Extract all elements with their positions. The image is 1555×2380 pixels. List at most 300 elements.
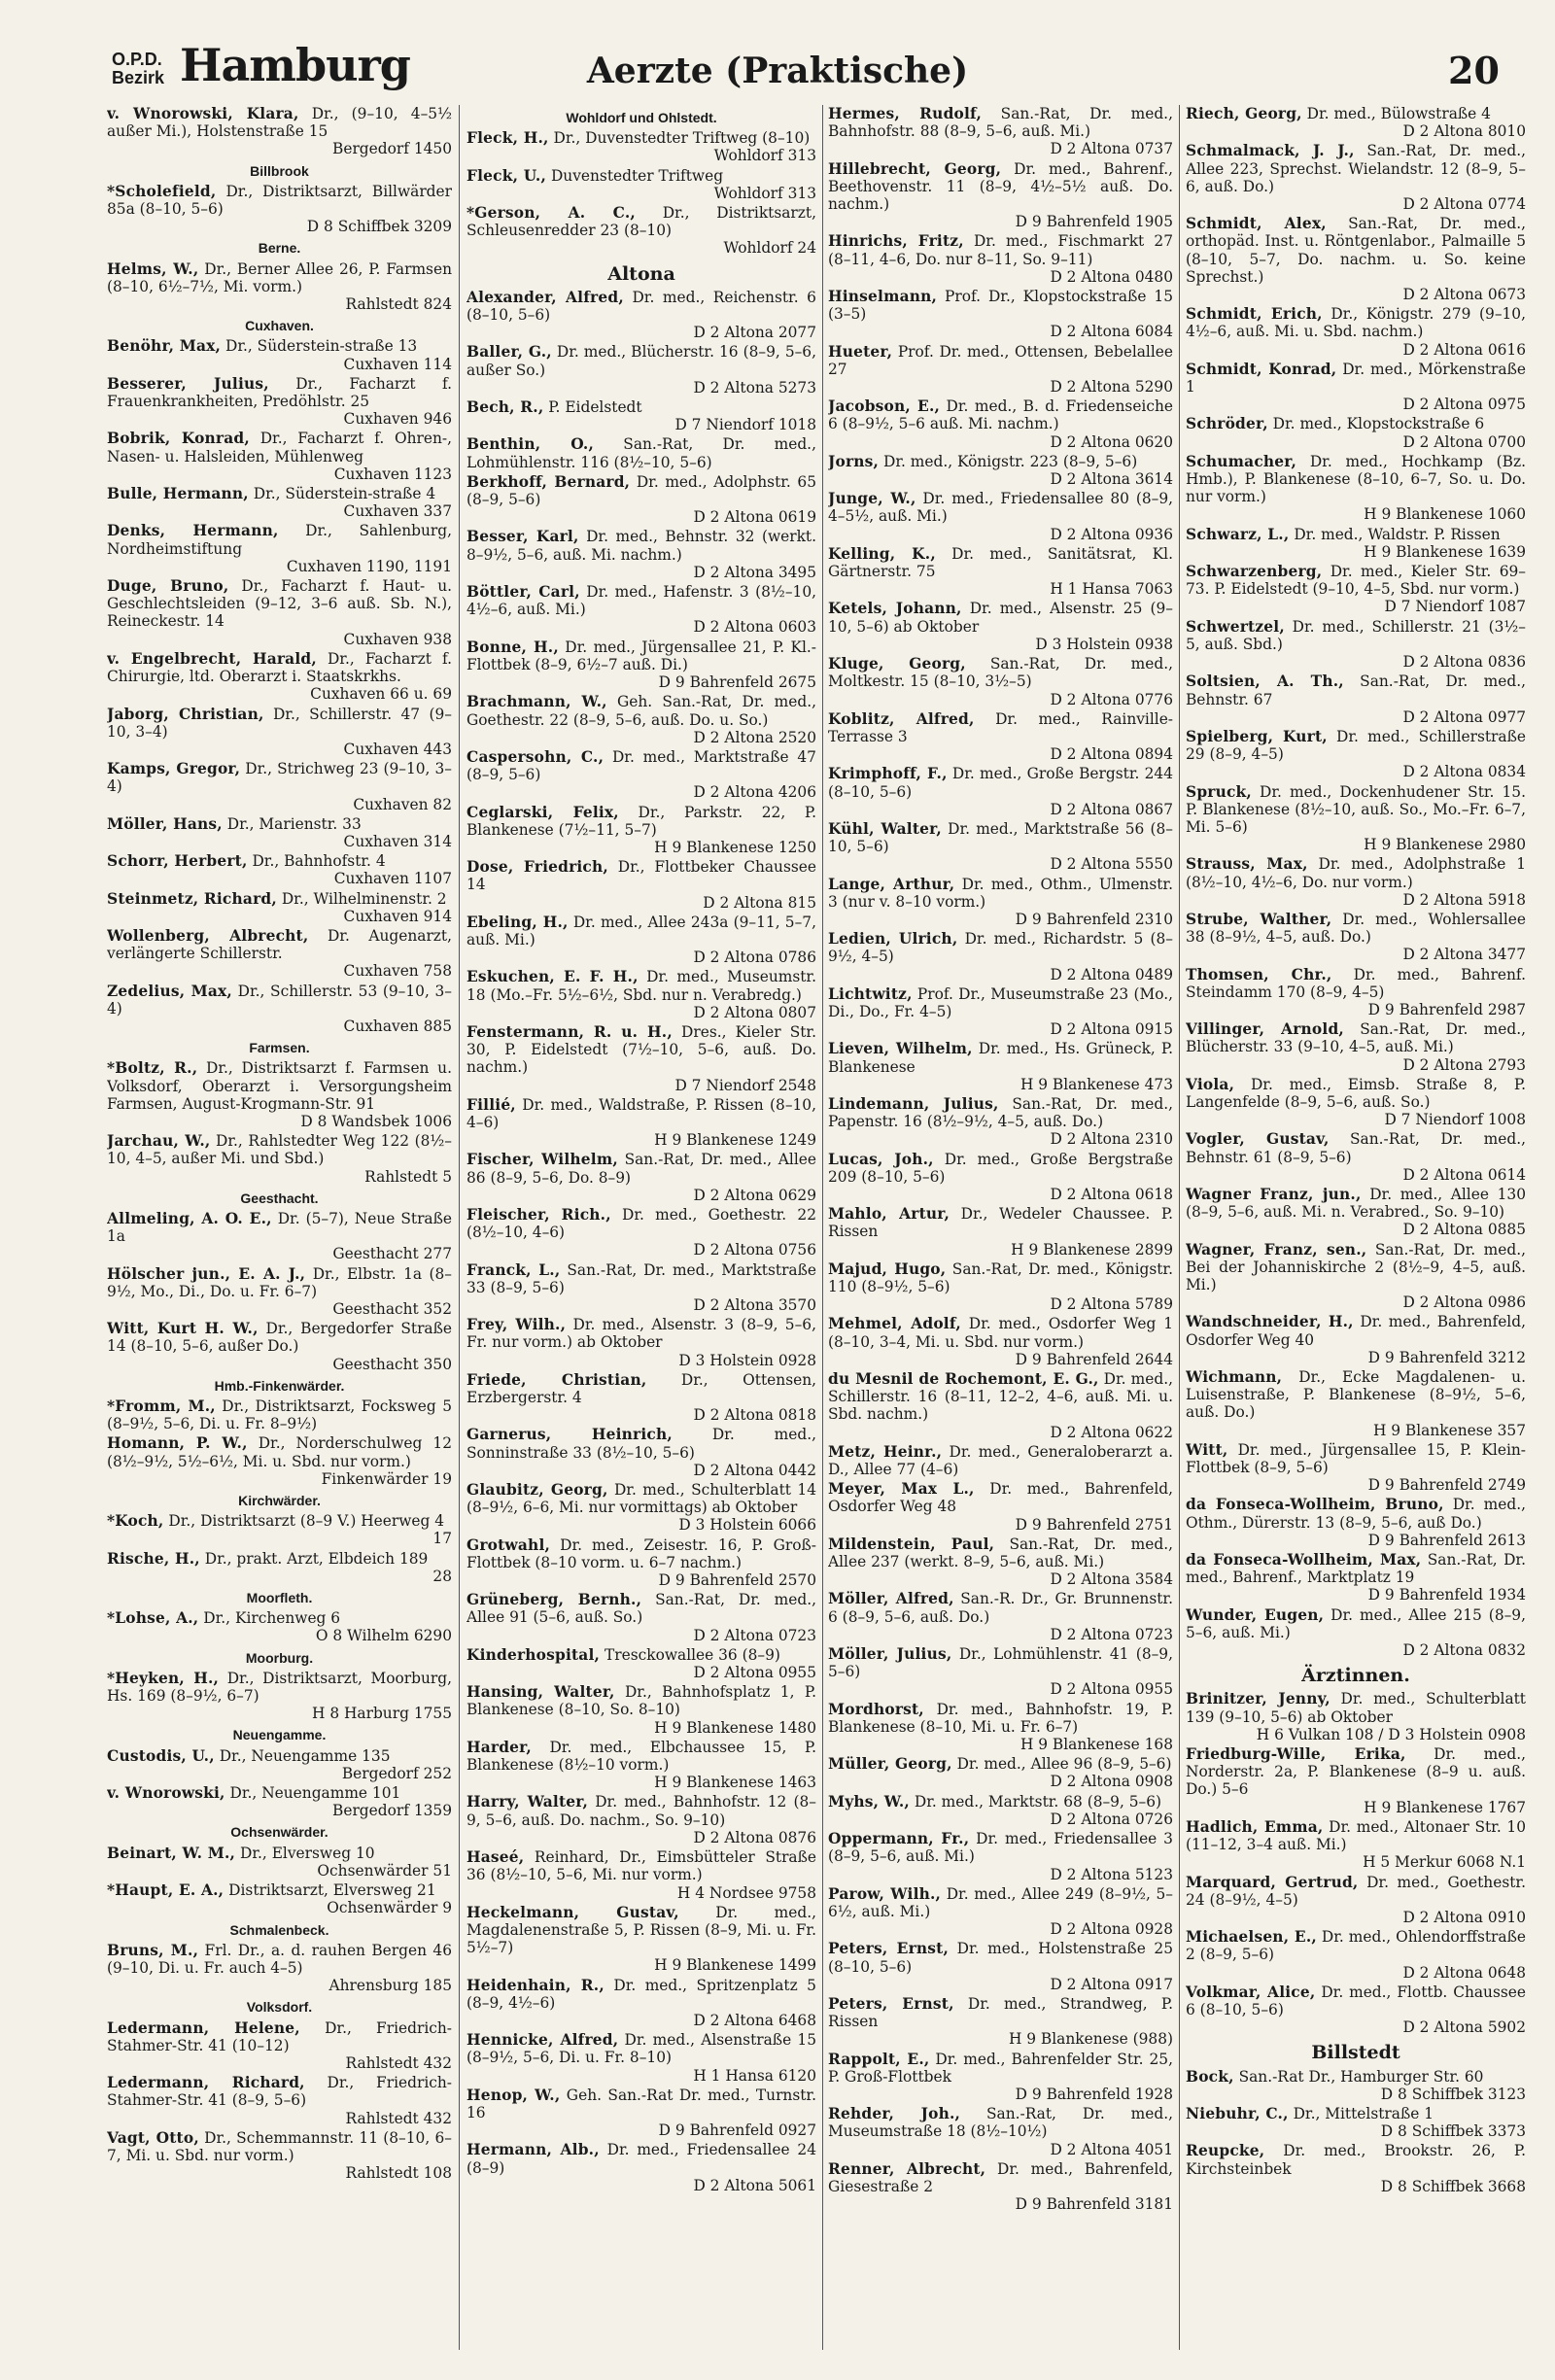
telephone-number: D 3 Holstein 0938 bbox=[1035, 635, 1173, 653]
physician-name: Majud, Hugo, bbox=[828, 1259, 947, 1278]
telephone-number: D 2 Altona 0737 bbox=[1050, 140, 1173, 158]
entry-details: Dr. med., Bahnhofstr. 19, P. Blankenese (8–10, Mi. u. Fr. 6–7) bbox=[828, 1700, 1173, 1736]
entry-details: San.-Rat, Dr. med., Behnstr. 61 (8–9, 5–6) bbox=[1186, 1130, 1526, 1166]
physician-name: Michaelsen, E., bbox=[1186, 1928, 1317, 1947]
physician-name: Marquard, Gertrud, bbox=[1186, 1873, 1359, 1891]
entry-details: Dr. med., B. d. Friedenseiche 6 (8–9½, 5–6 auß. Mi. nachm.) bbox=[828, 397, 1173, 433]
physician-name: Möller, Hans, bbox=[107, 814, 223, 833]
directory-entry bbox=[466, 204, 816, 258]
entry-details: Tresckowallee 36 (8–9) bbox=[605, 1645, 780, 1664]
telephone-number: Cuxhaven 914 bbox=[343, 907, 452, 925]
entry-details: Dr., Elbstr. 1a (8–9½, Mo., Di., Do. u. Fr. 6–7) bbox=[107, 1264, 452, 1300]
entry-details: San.-Rat, Dr. med., Museumstraße 18 (8½–10½) bbox=[828, 2105, 1173, 2141]
directory-entry bbox=[466, 1371, 816, 1425]
directory-entry bbox=[828, 1315, 1173, 1368]
telephone-number: D 2 Altona 0894 bbox=[1050, 745, 1173, 764]
physician-name: Krimphoff, F., bbox=[828, 765, 948, 783]
telephone-number: Wohldorf 313 bbox=[713, 147, 816, 165]
entry-details: Dr. med., Elbchaussee 15, P. Blankenese (8½–10 vorm.) bbox=[466, 1738, 816, 1775]
telephone-number: D 2 Altona 0776 bbox=[1050, 690, 1173, 708]
directory-entry bbox=[107, 706, 452, 759]
directory-entry bbox=[828, 1995, 1173, 2049]
physician-name: Hermes, Rudolf, bbox=[828, 105, 983, 122]
entry-details: Dr. med., Friedensallee 80 (8–9, 4–5½, auß. Mi.) bbox=[828, 490, 1173, 526]
entry-details: Dr., Facharzt f. Chirurgie, ltd. Oberarzt i. Staatskrkhs. bbox=[107, 649, 452, 686]
telephone-number: Cuxhaven 938 bbox=[343, 630, 452, 648]
directory-entry bbox=[466, 1977, 816, 2030]
directory-entry bbox=[107, 1747, 452, 1782]
telephone-number: H 9 Blankenese 1060 bbox=[1364, 505, 1526, 524]
telephone-number: Wohldorf 313 bbox=[713, 184, 816, 202]
physician-name: Viola, bbox=[1186, 1075, 1235, 1093]
entry-details: Prof. Dr., Museumstraße 23 (Mo., Di., Do., Fr. 4–5) bbox=[828, 984, 1173, 1020]
directory-entry bbox=[1186, 1690, 1526, 1743]
entry-details: Dr., Friedrich-Stahmer-Str. 41 (10–12) bbox=[107, 2018, 452, 2054]
entry-details: Geh. San.-Rat, Dr. med., Goethestr. 22 (8–9, 5–6, auß. Do. u. So.) bbox=[466, 693, 816, 729]
telephone-number: H 5 Merkur 6068 N.1 bbox=[1363, 1853, 1526, 1872]
telephone-number: Wohldorf 24 bbox=[723, 239, 816, 258]
physician-name: Witt, Kurt H. W., bbox=[107, 1320, 259, 1338]
entry-details: Dr., Strichweg 23 (9–10, 3–4) bbox=[107, 760, 452, 796]
physician-name: Bech, R., bbox=[466, 398, 544, 417]
telephone-number: D 2 Altona 0442 bbox=[693, 1461, 816, 1479]
directory-entry bbox=[107, 1784, 452, 1819]
directory-entry bbox=[466, 435, 816, 470]
physician-name: Hillebrecht, Georg, bbox=[828, 159, 1002, 178]
directory-entry bbox=[1186, 305, 1526, 359]
telephone-number: D 2 Altona 0818 bbox=[693, 1406, 816, 1425]
entry-details: Dr. med., Friedensallee 3 (8–9, 5–6, auß. Mi.) bbox=[828, 1830, 1173, 1866]
physician-name: Koblitz, Alfred, bbox=[828, 709, 975, 728]
physician-name: da Fonseca-Wollheim, Bruno, bbox=[1186, 1496, 1444, 1514]
telephone-number: D 2 Altona 0876 bbox=[693, 1828, 816, 1846]
directory-entry bbox=[107, 1210, 452, 1263]
telephone-number: D 2 Altona 4051 bbox=[1050, 2140, 1173, 2158]
directory-entry bbox=[107, 760, 452, 813]
telephone-number: D 2 Altona 815 bbox=[703, 893, 816, 912]
physician-name: Zedelius, Max, bbox=[107, 982, 232, 1000]
entry-details: Dr. med., Holstenstraße 25 (8–10, 5–6) bbox=[828, 1940, 1173, 1976]
physician-name: Bobrik, Konrad, bbox=[107, 430, 250, 448]
entry-details: Dr. med., Friedensallee 24 (8–9) bbox=[466, 2141, 816, 2177]
directory-entry bbox=[828, 1040, 1173, 1093]
physician-name: Möller, Julius, bbox=[828, 1645, 952, 1664]
telephone-number: D 2 Altona 0975 bbox=[1402, 396, 1526, 414]
district-heading: Ärztinnen. bbox=[1301, 1665, 1410, 1687]
entry-details: Dr., Facharzt f. Frauenkrankheiten, Predöhlstr. 25 bbox=[107, 374, 452, 411]
directory-entry bbox=[828, 1793, 1173, 1828]
physician-name: Reupcke, bbox=[1186, 2142, 1265, 2160]
directory-entry bbox=[828, 1830, 1173, 1883]
directory-entry bbox=[828, 490, 1173, 543]
physician-name: Hadlich, Emma, bbox=[1186, 1817, 1324, 1836]
telephone-number: D 2 Altona 0836 bbox=[1402, 653, 1526, 672]
entry-details: Dr. med., Königstr. 223 (8–9, 5–6) bbox=[882, 452, 1138, 470]
directory-entry bbox=[466, 1206, 816, 1259]
entry-details: Dr. med., Flottb. Chaussee 6 (8–10, 5–6) bbox=[1186, 1983, 1526, 2018]
entry-details: Dr. med., Richardstr. 5 (8–9½, 4–5) bbox=[828, 930, 1173, 966]
entry-details: San.-Rat, Dr. med., Königstr. 110 (8–9½, 5–6) bbox=[828, 1259, 1173, 1295]
telephone-number: Cuxhaven 758 bbox=[343, 962, 452, 981]
telephone-number: D 2 Altona 0723 bbox=[693, 1626, 816, 1644]
directory-entry bbox=[1186, 1745, 1526, 1816]
column-rule bbox=[1179, 105, 1180, 2350]
entry-details: Dr. med., Alsenstraße 15 (8–9½, 5–6, Di. u. Fr. 8–10) bbox=[466, 2031, 816, 2067]
physician-name: Jaborg, Christian, bbox=[107, 705, 264, 723]
entry-details: Dr. med., Allee 96 (8–9, 5–6) bbox=[956, 1755, 1172, 1774]
physician-name: Hueter, bbox=[828, 342, 893, 361]
entry-details: Dr. med., Museumstr. 18 (Mo.–Fr. 5½–6½, Sbd. nur n. Verabredg.) bbox=[466, 968, 816, 1004]
directory-entry bbox=[107, 1881, 452, 1916]
telephone-number: D 2 Altona 0955 bbox=[1050, 1680, 1173, 1699]
telephone-number: D 9 Bahrenfeld 3212 bbox=[1367, 1348, 1526, 1366]
physician-name: Spielberg, Kurt, bbox=[1186, 727, 1328, 745]
physician-name: Garnerus, Heinrich, bbox=[466, 1426, 673, 1444]
physician-name: Brinitzer, Jenny, bbox=[1186, 1690, 1330, 1708]
telephone-number: H 9 Blankenese 168 bbox=[1019, 1736, 1173, 1754]
entry-details: Dr. med., Allee 243a (9–11, 5–7, auß. Mi.) bbox=[466, 913, 816, 949]
telephone-number: D 3 Holstein 0928 bbox=[678, 1351, 816, 1369]
physician-name: Ledien, Ulrich, bbox=[828, 930, 958, 949]
telephone-number: D 7 Niendorf 1087 bbox=[1384, 598, 1526, 616]
directory-entry bbox=[828, 876, 1173, 929]
physician-name: Schorr, Herbert, bbox=[107, 852, 248, 871]
physician-name: Allmeling, A. O. E., bbox=[107, 1209, 272, 1227]
directory-entry bbox=[828, 1370, 1173, 1441]
directory-entry bbox=[107, 1550, 452, 1585]
directory-entry bbox=[107, 1132, 452, 1186]
telephone-number: D 9 Bahrenfeld 2675 bbox=[658, 673, 816, 692]
entry-details: Dr. med., Othm., Ulmenstr. 3 (nur v. 8–10 vorm.) bbox=[828, 875, 1173, 911]
entry-details: Dr. Augenarzt, verlängerte Schillerstr. bbox=[107, 926, 452, 963]
telephone-number: D 2 Altona 5789 bbox=[1050, 1295, 1173, 1314]
directory-entry bbox=[466, 693, 816, 746]
directory-entry bbox=[1186, 1241, 1526, 1312]
entry-details: Dr., Mittelstraße 1 bbox=[1293, 2104, 1434, 2122]
physician-name: Metz, Heinr., bbox=[828, 1442, 943, 1461]
directory-entry bbox=[107, 650, 452, 704]
entry-details: Dr., Distriktsarzt, Billwärder 85a (8–10, 5–6) bbox=[107, 182, 452, 219]
directory-entry bbox=[828, 2105, 1173, 2158]
directory-entry bbox=[107, 577, 452, 648]
directory-entry bbox=[107, 522, 452, 575]
entry-details: Dr. med., Hochkamp (Bz. Hmb.), P. Blankenese (8–10, 6–7, So. u. Do. nur vorm.) bbox=[1186, 452, 1526, 506]
directory-entry bbox=[1186, 728, 1526, 781]
physician-name: Lichtwitz, bbox=[828, 984, 913, 1003]
entry-details: Dr. med., Schillerstr. 21 (3½–5, auß. Sbd.) bbox=[1186, 617, 1526, 653]
directory-entry bbox=[466, 1023, 816, 1094]
directory-entry bbox=[466, 914, 816, 967]
directory-entry bbox=[466, 1646, 816, 1681]
directory-entry bbox=[1186, 105, 1526, 140]
physician-name: Besserer, Julius, bbox=[107, 374, 269, 393]
physician-name: Besser, Karl, bbox=[466, 528, 579, 546]
telephone-number: D 2 Altona 5918 bbox=[1402, 890, 1526, 909]
section-heading: Farmsen. bbox=[249, 1040, 310, 1056]
physician-name: Custodis, U., bbox=[107, 1746, 215, 1765]
entry-details: Dr., Lohmühlenstr. 41 (8–9, 5–6) bbox=[828, 1645, 1173, 1681]
physician-name: Duge, Bruno, bbox=[107, 577, 229, 596]
physician-name: Schmidt, Alex, bbox=[1186, 215, 1327, 233]
telephone-number: H 9 Blankenese 2980 bbox=[1364, 836, 1526, 854]
entry-details: Dr. med., Generaloberarzt a. D., Allee 77 (4–6) bbox=[828, 1442, 1173, 1479]
entry-details: Dr., Distriktsarzt, Schleusenredder 23 (8–10) bbox=[466, 204, 816, 240]
directory-entry bbox=[828, 1535, 1173, 1589]
physician-name: Volkmar, Alice, bbox=[1186, 1983, 1316, 2001]
telephone-number: Rahlstedt 5 bbox=[364, 1167, 452, 1186]
entry-details: Prof. Dr., Klopstockstraße 15 (3–5) bbox=[828, 288, 1173, 324]
directory-entry bbox=[828, 232, 1173, 286]
directory-entry bbox=[466, 1151, 816, 1204]
city-name: Hamburg bbox=[180, 39, 410, 91]
entry-details: Dr. med., Osdorfer Weg 1 (8–10, 3–4, Mi. u. Sbd. nur vorm.) bbox=[828, 1315, 1173, 1351]
physician-name: Schmidt, Erich, bbox=[1186, 305, 1323, 324]
telephone-number: D 2 Altona 6468 bbox=[693, 2011, 816, 2029]
physician-name: Kühl, Walter, bbox=[828, 819, 942, 838]
directory-entry bbox=[1186, 2068, 1526, 2103]
telephone-number: D 2 Altona 0700 bbox=[1402, 432, 1526, 451]
physician-name: Bonne, H., bbox=[466, 638, 559, 656]
entry-details: Dr. med., Adolphstr. 65 (8–9, 5–6) bbox=[466, 472, 816, 509]
directory-entry bbox=[107, 337, 452, 372]
telephone-number: D 9 Bahrenfeld 2570 bbox=[658, 1571, 816, 1590]
directory-entry bbox=[107, 1265, 452, 1319]
directory-entry bbox=[107, 815, 452, 850]
entry-details: Dr. med., Bahrenfeld, Osdorfer Weg 48 bbox=[828, 1480, 1173, 1516]
directory-entry bbox=[466, 1904, 816, 1975]
column-3 bbox=[828, 105, 1173, 2350]
entry-details: San.-Rat, Dr. med., Bahrenf., Marktplatz 19 bbox=[1186, 1551, 1526, 1587]
telephone-number: Geesthacht 352 bbox=[332, 1300, 452, 1318]
telephone-number: D 2 Altona 0723 bbox=[1050, 1625, 1173, 1643]
directory-entry bbox=[466, 1848, 816, 1902]
physician-name: Wagner, Franz, sen., bbox=[1186, 1240, 1367, 1259]
telephone-number: D 8 Schiffbek 3373 bbox=[1380, 2122, 1526, 2141]
entry-details: Dr., Distriktsarzt, Moorburg, Hs. 169 (8–9½, 6–7) bbox=[107, 1669, 452, 1706]
entry-details: Dr., Distriktsarzt (8–9 V.) Heerweg 4 bbox=[168, 1512, 445, 1531]
district-heading: Billstedt bbox=[1311, 2042, 1400, 2064]
physician-name: Eskuchen, E. F. H., bbox=[466, 968, 639, 986]
physician-name: Villinger, Arnold, bbox=[1186, 1020, 1344, 1039]
entry-details: Dr. med., Alsenstr. 25 (9–10, 5–6) ab Oktober bbox=[828, 600, 1173, 636]
directory-entry bbox=[1186, 2105, 1526, 2140]
physician-name: Lieven, Wilhelm, bbox=[828, 1040, 973, 1058]
physician-name: *Scholefield, bbox=[107, 182, 217, 200]
telephone-number: D 2 Altona 0673 bbox=[1402, 286, 1526, 304]
entry-details: Dr., Schillerstr. 47 (9–10, 3–4) bbox=[107, 705, 452, 741]
entry-details: Dr. med., Goethestr. 24 (8–9½, 4–5) bbox=[1186, 1873, 1526, 1909]
telephone-number: D 2 Altona 0648 bbox=[1402, 1963, 1526, 1982]
telephone-number: D 8 Schiffbek 3123 bbox=[1380, 2085, 1526, 2103]
section-heading: Moorfleth. bbox=[246, 1590, 313, 1606]
telephone-number: D 8 Schiffbek 3209 bbox=[306, 218, 452, 236]
directory-entry bbox=[1186, 1441, 1526, 1495]
physician-name: Lange, Arthur, bbox=[828, 875, 955, 893]
physician-name: Kamps, Gregor, bbox=[107, 760, 241, 778]
entry-details: Dr. med., Allee 215 (8–9, 5–6, auß. Mi.) bbox=[1186, 1605, 1526, 1641]
telephone-number: D 2 Altona 0756 bbox=[693, 1241, 816, 1259]
telephone-number: D 2 Altona 0480 bbox=[1050, 267, 1173, 286]
telephone-number: Cuxhaven 946 bbox=[343, 410, 452, 429]
telephone-number: D 2 Altona 5550 bbox=[1050, 855, 1173, 874]
entry-details: Dres., Kieler Str. 30, P. Eidelstedt (7½–10, 5–6, auß. Do. nachm.) bbox=[466, 1022, 816, 1077]
physician-name: Strube, Walther, bbox=[1186, 910, 1332, 928]
physician-name: Strauss, Max, bbox=[1186, 855, 1308, 874]
directory-entry bbox=[466, 1096, 816, 1150]
directory-entry bbox=[466, 398, 816, 433]
entry-details: San.-Rat, Dr. med., Marktstraße 33 (8–9, 5–6) bbox=[466, 1260, 816, 1296]
telephone-number: H 9 Blankenese 473 bbox=[1019, 1075, 1173, 1093]
telephone-number: D 2 Altona 0917 bbox=[1050, 1975, 1173, 1993]
physician-name: Mildenstein, Paul, bbox=[828, 1535, 995, 1553]
telephone-number: D 3 Holstein 6066 bbox=[678, 1516, 816, 1535]
telephone-number: D 2 Altona 4206 bbox=[693, 783, 816, 802]
telephone-number: H 8 Harburg 1755 bbox=[312, 1705, 452, 1723]
directory-entry bbox=[828, 105, 1173, 158]
telephone-number: Cuxhaven 885 bbox=[343, 1017, 452, 1035]
physician-name: Harder, bbox=[466, 1738, 532, 1756]
entry-details: Dr. med., Hs. Grüneck, P. Blankenese bbox=[828, 1040, 1173, 1076]
physician-name: Hermann, Alb., bbox=[466, 2141, 600, 2159]
directory-entry bbox=[466, 1481, 816, 1535]
opd-label: O.P.D. bbox=[112, 50, 162, 69]
directory-entry bbox=[107, 1512, 452, 1547]
directory-entry bbox=[828, 397, 1173, 451]
directory-entry bbox=[1186, 1313, 1526, 1366]
entry-details: Dr. med., Bahrenf., Beethovenstr. 11 (8–9, 4½–5½ auß. Do. nachm.) bbox=[828, 159, 1173, 214]
directory-entry bbox=[466, 638, 816, 692]
telephone-number: H 9 Blankenese 1480 bbox=[654, 1718, 816, 1737]
telephone-number: D 2 Altona 3614 bbox=[1050, 470, 1173, 489]
physician-name: Junge, W., bbox=[828, 490, 916, 508]
telephone-number: Ochsenwärder 9 bbox=[327, 1899, 452, 1917]
entry-details: Dr., Rahlstedter Weg 122 (8½–10, 4–5, außer Mi. und Sbd.) bbox=[107, 1132, 452, 1168]
entry-details: Dr. med., Eimsb. Straße 8, P. Langenfelde (8–9, 5–6, auß. So.) bbox=[1186, 1075, 1526, 1111]
entry-details: Dr. med., Marktstraße 47 (8–9, 5–6) bbox=[466, 747, 816, 784]
entry-details: Dr., Duvenstedter Triftweg (8–10) bbox=[553, 129, 811, 148]
physician-name: Ledermann, Richard, bbox=[107, 2074, 305, 2092]
physician-name: Henop, W., bbox=[466, 2086, 561, 2104]
directory-entry bbox=[466, 129, 816, 164]
entry-details: Dr., Distriktsarzt, Focksweg 5 (8–9½, 5–6, Di. u. Fr. 8–9½) bbox=[107, 1397, 452, 1433]
entry-details: Dr. med., Rainville-Terrasse 3 bbox=[828, 709, 1173, 745]
physician-name: Benthin, O., bbox=[466, 435, 595, 454]
directory-entry bbox=[1186, 361, 1526, 414]
directory-entry bbox=[1186, 1368, 1526, 1439]
physician-name: Rappolt, E., bbox=[828, 2050, 930, 2068]
directory-entry bbox=[828, 343, 1173, 397]
telephone-number: Ahrensburg 185 bbox=[328, 1977, 452, 1995]
telephone-number: Ochsenwärder 51 bbox=[317, 1861, 452, 1880]
telephone-number: Finkenwärder 19 bbox=[321, 1469, 452, 1488]
physician-name: Müller, Georg, bbox=[828, 1755, 952, 1774]
entry-details: Dr. med., Waldstr. P. Rissen bbox=[1294, 525, 1501, 543]
telephone-number: D 9 Bahrenfeld 2613 bbox=[1367, 1531, 1526, 1549]
directory-entry bbox=[466, 473, 816, 527]
telephone-number: D 2 Altona 0977 bbox=[1402, 707, 1526, 726]
entry-details: Dr. med., Reichenstr. 6 (8–10, 5–6) bbox=[466, 288, 816, 325]
physician-name: Wollenberg, Albrecht, bbox=[107, 926, 309, 945]
telephone-number: D 9 Bahrenfeld 3181 bbox=[1015, 2195, 1173, 2214]
entry-details: Dr., Wedeler Chaussee. P. Rissen bbox=[828, 1205, 1173, 1241]
telephone-number: D 9 Bahrenfeld 1905 bbox=[1015, 213, 1173, 231]
entry-details: Dr. med., Schillerstraße 29 (8–9, 4–5) bbox=[1186, 727, 1526, 764]
directory-entry bbox=[828, 545, 1173, 599]
entry-details: Dr. med., Hafenstr. 3 (8½–10, 4½–6, auß. Mi.) bbox=[466, 583, 816, 619]
telephone-number: D 2 Altona 2310 bbox=[1050, 1130, 1173, 1149]
physician-name: Lindemann, Julius, bbox=[828, 1094, 999, 1113]
directory-entry bbox=[466, 2087, 816, 2140]
physician-name: Benöhr, Max, bbox=[107, 337, 222, 356]
entry-details: Dr. med., Ohlendorffstraße 2 (8–9, 5–6) bbox=[1186, 1928, 1526, 1964]
entry-details: Dr., Süderstein-straße 13 bbox=[225, 337, 418, 356]
directory-entry bbox=[107, 1434, 452, 1488]
page-header bbox=[0, 0, 1555, 97]
telephone-number: H 9 Blankenese 2899 bbox=[1011, 1240, 1173, 1259]
entry-details: Dr. med., Große Bergstraße 209 (8–10, 5–6) bbox=[828, 1150, 1173, 1186]
telephone-number: D 8 Wandsbek 1006 bbox=[300, 1112, 452, 1130]
directory-entry bbox=[466, 289, 816, 342]
physician-name: Glaubitz, Georg, bbox=[466, 1481, 608, 1500]
directory-entry bbox=[107, 1059, 452, 1130]
directory-entry bbox=[1186, 563, 1526, 616]
physician-name: Oppermann, Fr., bbox=[828, 1830, 970, 1848]
entry-details: Dr. med., Bahrenfelder Str. 25, P. Groß-Flottbek bbox=[828, 2050, 1173, 2086]
entry-details: Dr., (9–10, 4–5½ außer Mi.), Holstenstraße 15 bbox=[107, 105, 452, 141]
physician-name: Helms, W., bbox=[107, 259, 199, 278]
telephone-number: D 2 Altona 0616 bbox=[1402, 340, 1526, 359]
telephone-number: D 8 Schiffbek 3668 bbox=[1380, 2177, 1526, 2195]
entry-details: Dr. med., Wohlersallee 38 (8–9½, 4–5, auß. Do.) bbox=[1186, 910, 1526, 947]
directory-entry bbox=[466, 343, 816, 397]
physician-name: Vogler, Gustav, bbox=[1186, 1130, 1330, 1149]
directory-entry bbox=[1186, 783, 1526, 854]
directory-entry bbox=[828, 765, 1173, 818]
directory-entry bbox=[107, 430, 452, 483]
section-heading: Geesthacht. bbox=[240, 1190, 319, 1206]
directory-entry bbox=[828, 600, 1173, 653]
directory-entry bbox=[1186, 1020, 1526, 1074]
entry-details: Dr., Norderschulweg 12 (8½–9½, 5½–6½, Mi. u. Sbd. nur vorm.) bbox=[107, 1434, 452, 1470]
column-rule bbox=[822, 105, 823, 2350]
entry-details: Dr. med., Bahnhofstr. 12 (8–9, 5–6, auß. Do. nachm., So. 9–10) bbox=[466, 1793, 816, 1829]
entry-details: Dr., Flottbeker Chaussee 14 bbox=[466, 858, 816, 894]
directory-entry bbox=[466, 167, 816, 202]
physician-name: Schwarz, L., bbox=[1186, 525, 1290, 543]
physician-name: Soltsien, A. Th., bbox=[1186, 673, 1344, 691]
telephone-number: D 2 Altona 0614 bbox=[1402, 1165, 1526, 1184]
entry-details: Dr., Ecke Magdalenen- u. Luisenstraße, P. Blankenese (8–9½, 5–6, auß. Do.) bbox=[1186, 1368, 1526, 1422]
directory-entry bbox=[1186, 1551, 1526, 1604]
telephone-number: H 9 Blankenese 1499 bbox=[654, 1956, 816, 1975]
entry-details: San.-Rat, Dr. med., Moltkestr. 15 (8–10, 3½–5) bbox=[828, 655, 1173, 691]
directory-entry bbox=[107, 1942, 452, 1995]
directory-entry bbox=[1186, 1186, 1526, 1239]
physician-name: *Heyken, H., bbox=[107, 1669, 220, 1687]
physician-name: Ledermann, Helene, bbox=[107, 2018, 300, 2037]
physician-name: Heidenhain, R., bbox=[466, 1976, 605, 1994]
section-heading: Hmb.-Finkenwärder. bbox=[214, 1377, 345, 1394]
entry-details: Dr. med., Jürgensallee 15, P. Klein-Flottbek (8–9, 5–6) bbox=[1186, 1440, 1526, 1477]
directory-entry bbox=[466, 1316, 816, 1369]
telephone-number: D 2 Altona 0489 bbox=[1050, 965, 1173, 983]
physician-name: Möller, Alfred, bbox=[828, 1590, 954, 1608]
directory-entry bbox=[1186, 1076, 1526, 1129]
directory-entry bbox=[466, 1536, 816, 1590]
telephone-number: D 2 Altona 0618 bbox=[1050, 1185, 1173, 1203]
physician-name: Caspersohn, C., bbox=[466, 747, 605, 766]
section-heading: Kirchwärder. bbox=[238, 1493, 321, 1509]
